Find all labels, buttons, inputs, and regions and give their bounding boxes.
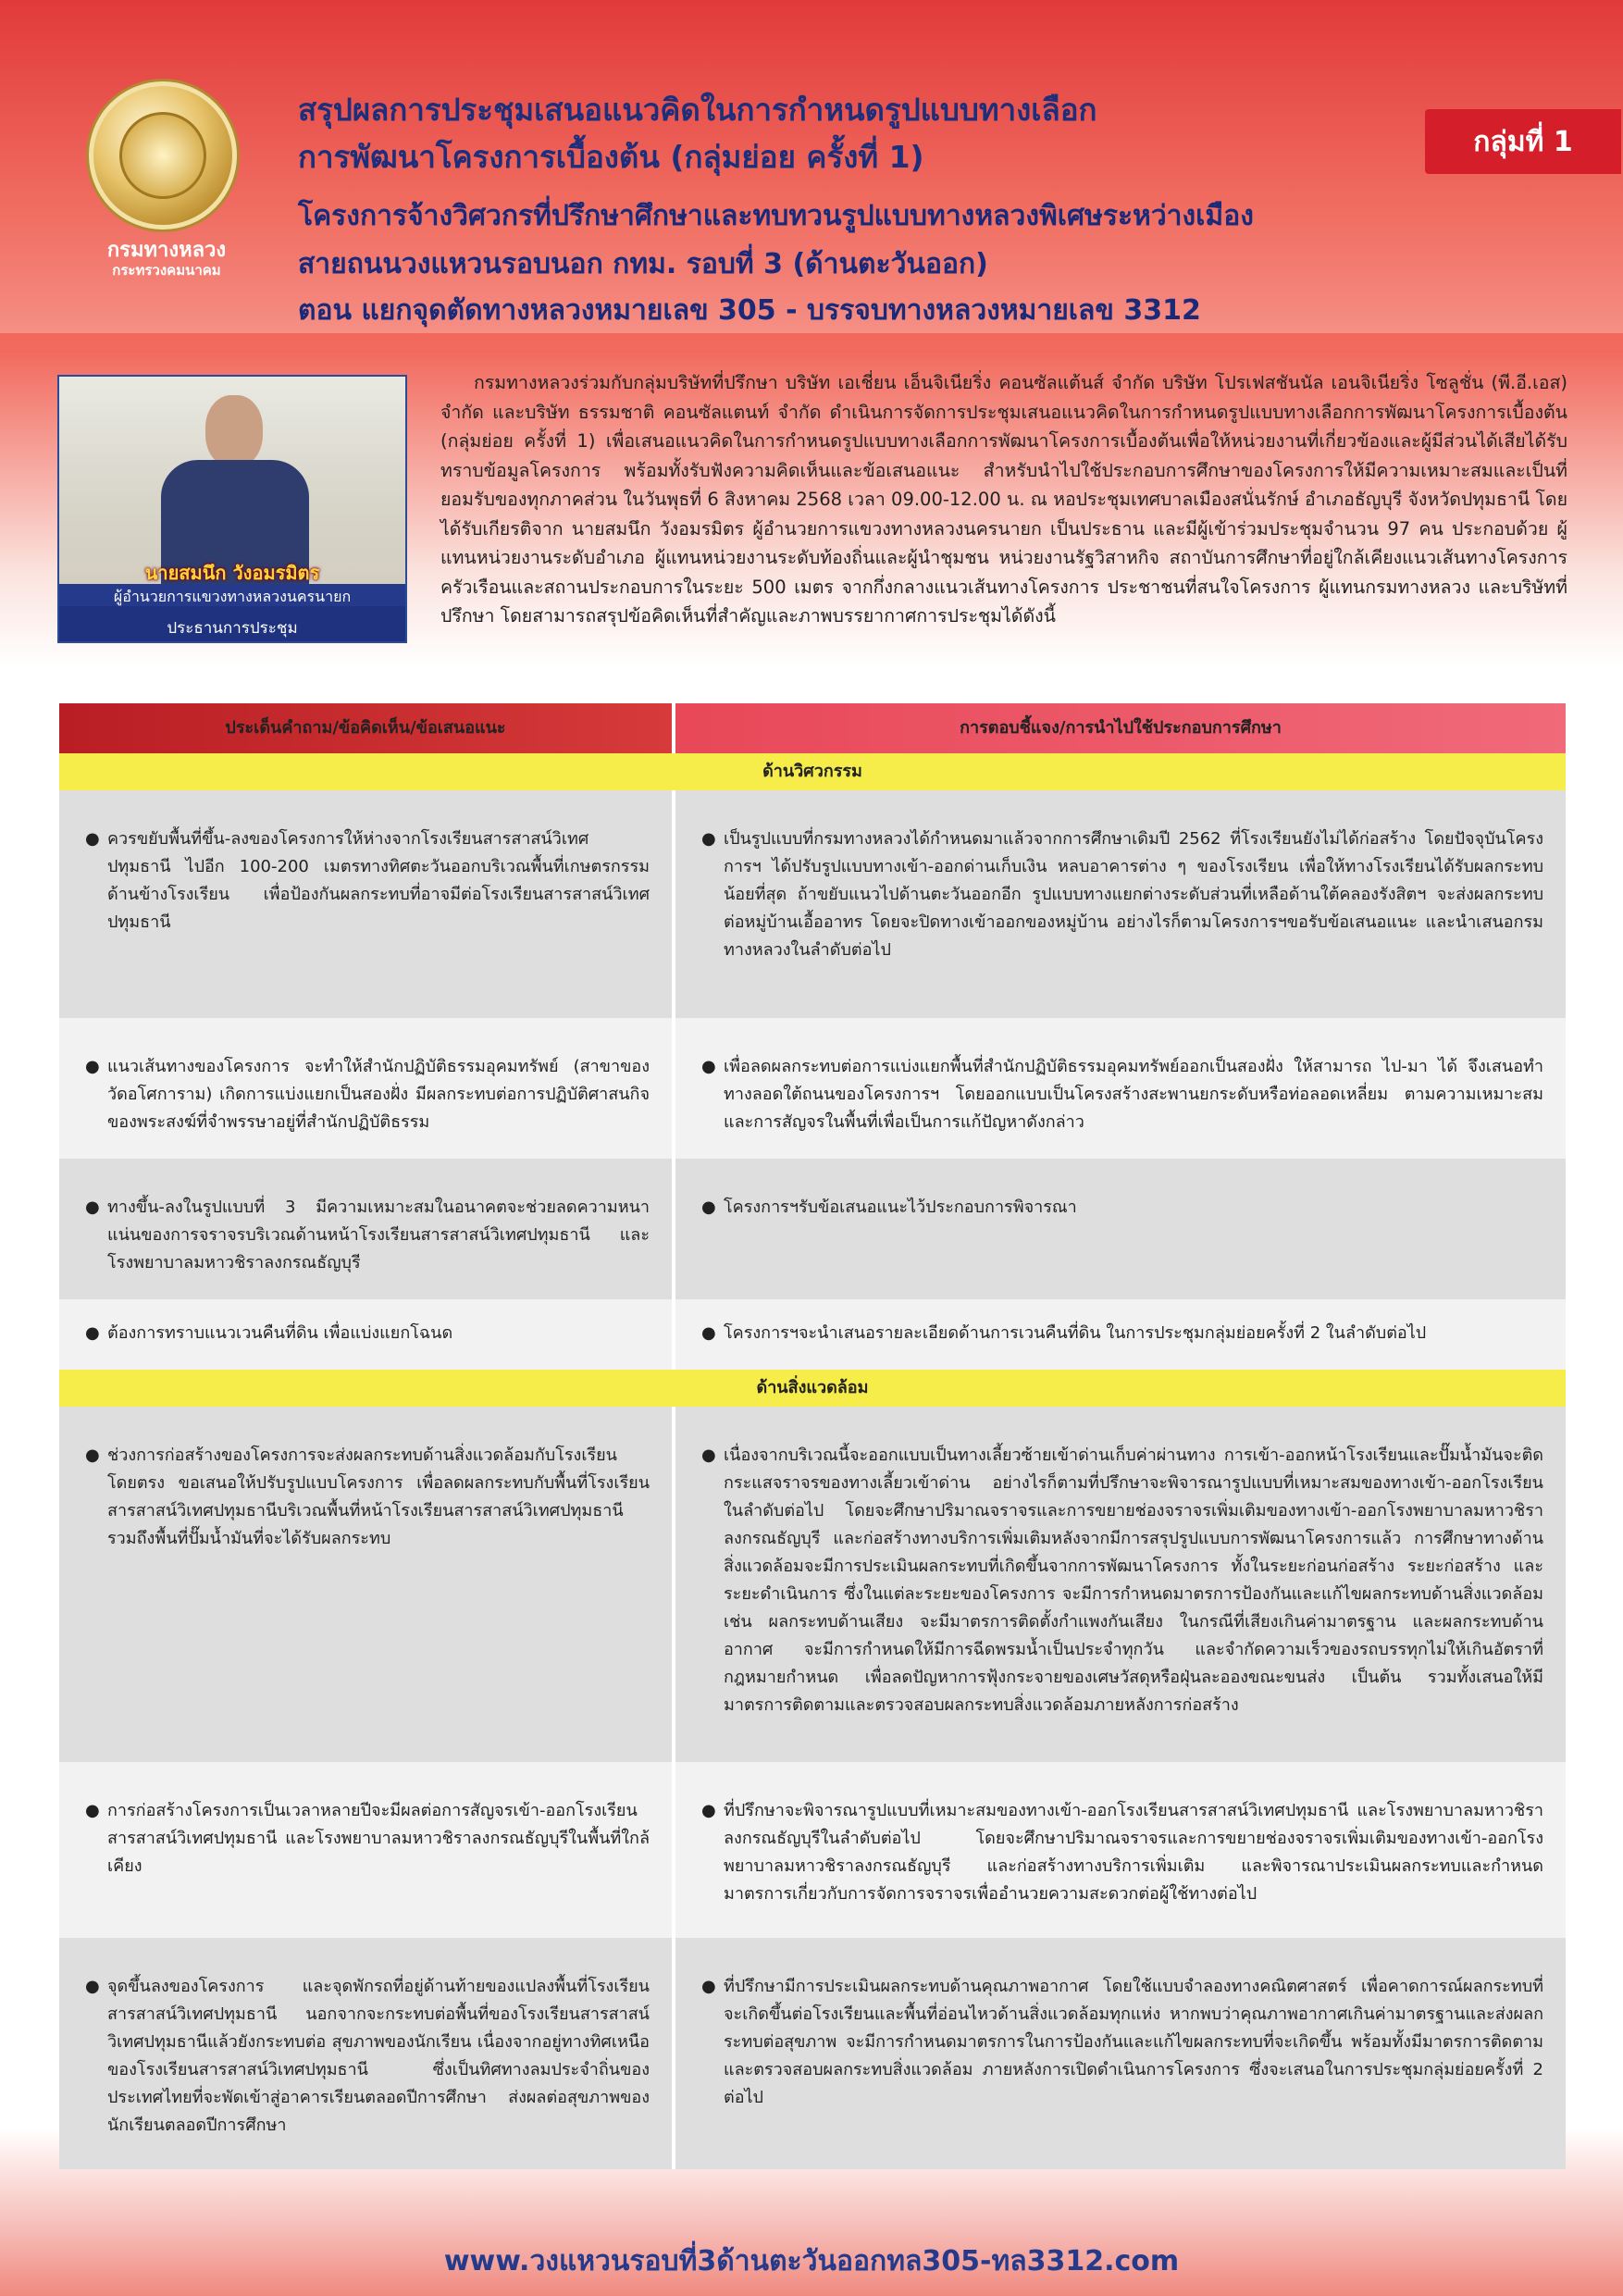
column-header-answers: การตอบชี้แจง/การนำไปใช้ประกอบการศึกษา (674, 703, 1566, 753)
table-row (59, 1299, 1566, 1370)
bullet-icon: ● (85, 1977, 100, 1996)
table-row (59, 790, 1566, 1018)
bullet-icon: ● (85, 1801, 100, 1820)
question-text: จุดขึ้นลงของโครงการ และจุดพักรถที่อยู่ด้านท้ายของแปลงพื้นที่โรงเรียนสารสาสน์วิเทศปทุมธานี นอกจากจะกระทบต่อพื้นที่ของโรงเรียนสารสาสน์วิเทศปทุมธานีแล้วยังกระทบต่อ สุขภาพของนักเรียน เนื่องจากอยู่ทางทิศเหนือของโรงเรียนสารสาสน์วิเทศปทุมธานี ซึ่งเป็นทิศทางลมประจำถิ่นของประเทศไทยที่จะพัดเข้าสู่อาคารเรียนตลอดปีการศึกษา ส่งผลต่อสุขภาพของนักเรียนตลอดปีการศึกษา (107, 1977, 650, 2135)
answer-text: โครงการฯรับข้อเสนอแนะไว้ประกอบการพิจารณา (724, 1198, 1077, 1217)
department-seal-logo (89, 81, 237, 230)
table-row (59, 1018, 1566, 1159)
bullet-icon: ● (85, 1446, 100, 1465)
bullet-icon: ● (85, 1198, 100, 1217)
bullet-icon: ● (701, 1446, 716, 1465)
bullet-icon: ● (701, 1057, 716, 1076)
logo-org-name: กรมทางหลวง (106, 239, 227, 262)
project-title-line3: ตอน แยกจุดตัดทางหลวงหมายเลข 305 - บรรจบทางหลวงหมายเลข 3312 (298, 294, 1201, 327)
question-text: การก่อสร้างโครงการเป็นเวลาหลายปีจะมีผลต่อการสัญจรเข้า-ออกโรงเรียนสารสาสน์วิเทศปทุมธานี และโรงพยาบาลมหาวชิราลงกรณธัญบุรีในพื้นที่ใกล้เคียง (107, 1801, 650, 1876)
answer-text: เนื่องจากบริเวณนี้จะออกแบบเป็นทางเลี้ยวซ้ายเข้าด่านเก็บค่าผ่านทาง การเข้า-ออกหน้าโรงเรียนและปั๊มน้ำมันจะติดกระแสจราจรของทางเลี้ยวเข้าด่าน อย่างไรก็ตามที่ปรึกษาจะพิจารณารูปแบบที่เหมาะสมของทางเข้า-ออกโรงเรียนในลำดับต่อไป โดยจะศึกษาปริมาณจราจรและการขยายช่องจราจรเพิ่มเติมของทางเข้า-ออกโรงพยาบาลมหาวชิราลงกรณธัญบุรี และก่อสร้างทางบริการเพิ่มเติมหลังจากมีการสรุปรูปแบบการพัฒนาโครงการแล้ว การศึกษาทางด้านสิ่งแวดล้อมจะมีการประเมินผลกระทบที่เกิดขึ้นจากการพัฒนาโครงการ ทั้งในระยะก่อนก่อสร้าง ระยะก่อสร้าง และระยะดำเนินการ ซึ่งในแต่ละระยะของโครงการ จะมีการกำหนดมาตรการป้องกันและแก้ไขผลกระทบด้านสิ่งแวดล้อม เช่น ผลกระทบด้านเสียง จะมีมาตรการติดตั้งกำแพงกันเสียง ในกรณีที่เสียงเกินค่ามาตรฐาน และผลกระทบด้านอากาศ จะมีการกำหนดให้มีการฉีดพรมน้ำเป็นประจำทุกวัน และจำกัดความเร็วของรถบรรทุกไม่ให้เกินอัตราที่กฎหมายกำหนด เพื่อลดปัญหาการฟุ้งกระจายของเศษวัสดุหรือฝุ่นละอองขณะขนส่ง เป็นต้น รวมทั้งเสนอให้มีมาตรการติดตามและตรวจสอบผลกระทบสิ่งแวดล้อมภายหลังการก่อสร้าง (724, 1446, 1543, 1715)
page-title-line1: สรุปผลการประชุมเสนอแนวคิดในการกำหนดรูปแบบทางเลือก (298, 92, 1097, 128)
group-badge: กลุ่มที่ 1 (1425, 109, 1621, 174)
intro-paragraph: กรมทางหลวงร่วมกับกลุ่มบริษัทที่ปรึกษา บริษัท เอเชี่ยน เอ็นจิเนียริ่ง คอนซัลแต้นส์ จำกัด บริษัท โปรเฟสชันนัล เอนจิเนียริ่ง โซลูชั่น (พี.อี.เอส) จำกัด และบริษัท ธรรมชาติ คอนซัลแตนท์ จำกัด ดำเนินการจัดการประชุมเสนอแนวคิดในการกำหนดรูปแบบทางเลือกการพัฒนาโครงการเบื้องต้น (กลุ่มย่อย ครั้งที่ 1) เพื่อเสนอแนวคิดในการกำหนดรูปแบบทางเลือกการพัฒนาโครงการเบื้องต้นเพื่อให้หน่วยงานที่เกี่ยวข้องและผู้มีส่วนได้เสียได้รับทราบข้อมูลโครงการ พร้อมทั้งรับฟังความคิดเห็นและข้อเสนอแนะ สำหรับนำไปใช้ประกอบการศึกษาของโครงการให้มีความเหมาะสมและเป็นที่ยอมรับของทุกภาคส่วน ในวันพุธที่ 6 สิงหาคม 2568 เวลา 09.00-12.00 น. ณ หอประชุมเทศบาลเมืองสนั่นรักษ์ อำเภอธัญบุรี จังหวัดปทุมธานี โดยได้รับเกียรติจาก นายสมนึก วังอมรมิตร ผู้อำนวยการแขวงทางหลวงนครนายก เป็นประธาน และมีผู้เข้าร่วมประชุมจำนวน 97 คน ประกอบด้วย ผู้แทนหน่วยงานระดับอำเภอ ผู้แทนหน่วยงานระดับท้องถิ่นและผู้นำชุมชน หน่วยงานรัฐวิสาหกิจ สถาบันการศึกษาที่อยู่ใกล้เคียงแนวเส้นทางโครงการ ครัวเรือนและสถานประกอบการในระยะ 500 เมตร จากกึ่งกลางแนวเส้นทางโครงการ ประชาชนที่สนใจโครงการ ผู้แทนกรมทางหลวง และบริษัทที่ปรึกษา โดยสามารถสรุปข้อคิดเห็นที่สำคัญและภาพบรรยากาศการประชุมได้ดังนี้ (440, 372, 1567, 627)
logo-ministry-name: กระทรวงคมนาคม (112, 262, 221, 279)
answer-text: ที่ปรึกษาจะพิจารณารูปแบบที่เหมาะสมของทางเข้า-ออกโรงเรียนสารสาสน์วิเทศปทุมธานี และโรงพยาบาลมหาวชิราลงกรณธัญบุรีในลำดับต่อไป โดยจะศึกษาปริมาณจราจรและการขยายช่องจราจรเพิ่มเติมของทางเข้า-ออกโรงพยาบาลมหาวชิราลงกรณธัญบุรี และก่อสร้างทางบริการเพิ่มเติม และพิจารณาประเมินผลกระทบและกำหนดมาตรการเกี่ยวกับการจัดการจราจรเพื่ออำนวยความสะดวกต่อผู้ใช้ทางต่อไป (724, 1801, 1543, 1904)
bullet-icon: ● (85, 829, 100, 849)
answer-text: เพื่อลดผลกระทบต่อการแบ่งแยกพื้นที่สำนักปฏิบัติธรรมอุคมทรัพย์ออกเป็นสองฝั่ง ให้สามารถ ไป-มา ได้ จึงเสนอทำทางลอดใต้ถนนของโครงการฯ โดยออกแบบเป็นโครงสร้างสะพานยกระดับหรือท่อลอดเหลี่ยม ตามความเหมาะสมและการสัญจรในพื้นที่เพื่อเป็นการแก้ปัญหาดังกล่าว (724, 1057, 1543, 1132)
comments-table (59, 703, 1566, 2169)
speaker-head (205, 395, 263, 467)
bullet-icon: ● (85, 1057, 100, 1076)
project-title-line1: โครงการจ้างวิศวกรที่ปรึกษาศึกษาและทบทวนรูปแบบทางหลวงพิเศษระหว่างเมือง (298, 200, 1254, 232)
answer-text: โครงการฯจะนำเสนอรายละเอียดด้านการเวนคืนที่ดิน ในการประชุมกลุ่มย่อยครั้งที่ 2 ในลำดับต่อไป (724, 1323, 1427, 1343)
page-title-line2: การพัฒนาโครงการเบื้องต้น (กลุ่มย่อย ครั้งที่ 1) (298, 139, 924, 175)
chairman-caption: ประธานการประชุม (59, 606, 405, 643)
project-title-line2: สายถนนวงแหวนรอบนอก กทม. รอบที่ 3 (ด้านตะวันออก) (298, 248, 988, 280)
bullet-icon: ● (701, 829, 716, 849)
website-link[interactable]: www.วงแหวนรอบที่3ด้านตะวันออกทล305-ทล3312.com (443, 2245, 1180, 2277)
table-row (59, 1407, 1566, 1762)
bullet-icon: ● (701, 1198, 716, 1217)
column-header-questions: ประเด็นคำถาม/ข้อคิดเห็น/ข้อเสนอแนะ (59, 703, 674, 753)
question-text: ช่วงการก่อสร้างของโครงการจะส่งผลกระทบด้านสิ่งแวดล้อมกับโรงเรียนโดยตรง ขอเสนอให้ปรับรูปแบบโครงการ เพื่อลดผลกระทบกับพื้นที่โรงเรียนสารสาสน์วิเทศปทุมธานีบริเวณพื้นที่หน้าโรงเรียนสารสาสน์วิเทศปทุมธานี รวมถึงพื้นที่ปั๊มน้ำมันที่จะได้รับผลกระทบ (107, 1446, 650, 1548)
seal-emblem-icon (119, 112, 206, 199)
bullet-icon: ● (701, 1801, 716, 1820)
answer-text: เป็นรูปแบบที่กรมทางหลวงได้กำหนดมาแล้วจากการศึกษาเดิมปี 2562 ที่โรงเรียนยังไม่ได้ก่อสร้าง โดยปัจจุบันโครงการฯ ได้ปรับรูปแบบทางเข้า-ออกด่านเก็บเงิน หลบอาคารต่าง ๆ ของโรงเรียน เพื่อให้ทางโรงเรียนได้รับผลกระทบน้อยที่สุด ถ้าขยับแนวไปด้านตะวันออกอีก รูปแบบทางแยกต่างระดับส่วนที่เหลือด้านใต้คลองรังสิตฯ จะส่งผลกระทบต่อหมู่บ้านเอื้ออาทร โดยจะปิดทางเข้าออกของหมู่บ้าน อย่างไรก็ตามโครงการฯขอรับข้อเสนอแนะ และนำเสนอกรมทางหลวงในลำดับต่อไป (724, 829, 1543, 960)
question-text: ต้องการทราบแนวเวนคืนที่ดิน เพื่อแบ่งแยกโฉนด (107, 1323, 453, 1343)
chairman-photo (57, 375, 407, 643)
answer-text: ที่ปรึกษามีการประเมินผลกระทบด้านคุณภาพอากาศ โดยใช้แบบจำลองทางคณิตศาสตร์ เพื่อคาดการณ์ผลกระทบที่จะเกิดขึ้นต่อโรงเรียนและพื้นที่อ่อนไหวด้านสิ่งแวดล้อมทุกแห่ง หากพบว่าคุณภาพอากาศเกินค่ามาตรฐานและส่งผลกระทบต่อสุขภาพ จะมีการกำหนดมาตรการในการป้องกันและแก้ไขผลกระทบที่จะเกิดขึ้น พร้อมทั้งมีมาตรการติดตามและตรวจสอบผลกระทบสิ่งแวดล้อม ภายหลังการเปิดดำเนินการโครงการ ซึ่งจะเสนอในการประชุมกลุ่มย่อยครั้งที่ 2 ต่อไป (724, 1977, 1543, 2107)
question-text: แนวเส้นทางของโครงการ จะทำให้สำนักปฏิบัติธรรมอุคมทรัพย์ (สาขาของวัดอโศการาม) เกิดการแบ่งแยกเป็นสองฝั่ง มีผลกระทบต่อการปฏิบัติศาสนกิจของพระสงฆ์ที่จำพรรษาอยู่ที่สำนักปฏิบัติธรรม (107, 1057, 650, 1132)
question-text: ควรขยับพื้นที่ขึ้น-ลงของโครงการให้ห่างจากโรงเรียนสารสาสน์วิเทศปทุมธานี ไปอีก 100-200 เมตรทางทิศตะวันออกบริเวณพื้นที่เกษตรกรรมด้านข้างโรงเรียน เพื่อป้องกันผลกระทบที่อาจมีต่อโรงเรียนสารสาสน์วิเทศปทุมธานี (107, 829, 650, 932)
table-row (59, 1762, 1566, 1938)
question-text: ทางขึ้น-ลงในรูปแบบที่ 3 มีความเหมาะสมในอนาคตจะช่วยลดความหนาแน่นของการจราจรบริเวณด้านหน้าโรงเรียนสารสาสน์วิเทศปทุมธานี และโรงพยาบาลมหาวชิราลงกรณธัญบุรี (107, 1198, 650, 1272)
chairman-name: นายสมนึก วังอมรมิตร (144, 562, 320, 584)
bullet-icon: ● (85, 1323, 100, 1343)
bullet-icon: ● (701, 1323, 716, 1343)
section-environment: ด้านสิ่งแวดล้อม (59, 1370, 1566, 1407)
section-engineering: ด้านวิศวกรรม (59, 753, 1566, 790)
table-row (59, 1159, 1566, 1299)
bullet-icon: ● (701, 1977, 716, 1996)
chairman-role: ผู้อำนวยการแขวงทางหลวงนครนายก (59, 584, 405, 606)
table-header-row (59, 703, 1566, 753)
table-row (59, 1938, 1566, 2169)
